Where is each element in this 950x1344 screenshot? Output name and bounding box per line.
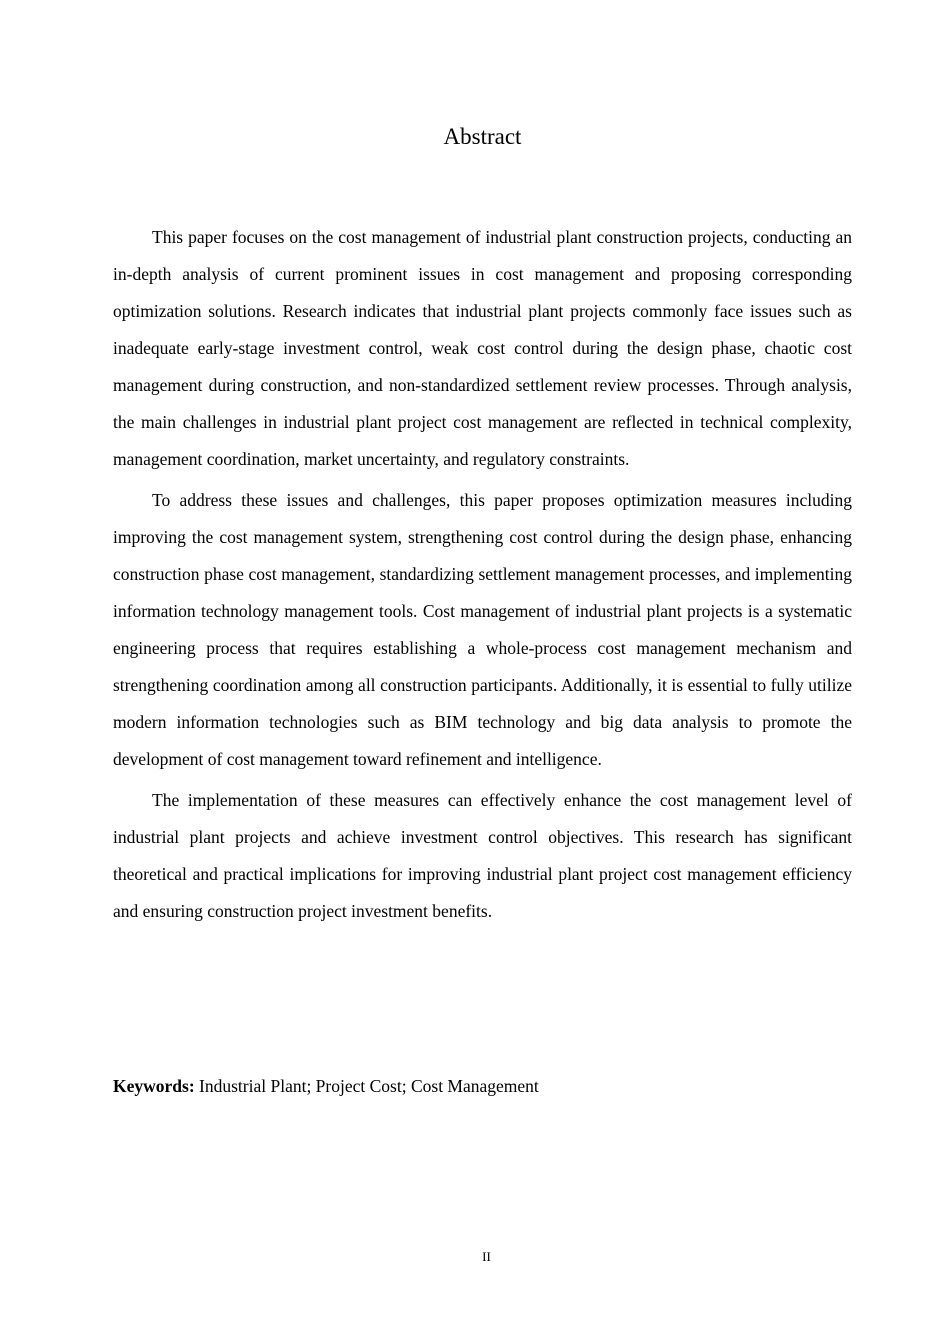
page-title: Abstract: [443, 124, 522, 149]
abstract-body: [113, 219, 852, 934]
keywords-value: Industrial Plant; Project Cost; Cost Management: [199, 1076, 539, 1096]
page-number: II: [482, 1249, 491, 1264]
keywords-label: Keywords:: [113, 1076, 195, 1096]
abstract-paragraph-3: The implementation of these measures can effectively enhance the cost management level of industrial plant projects and achieve investment control objectives. This research has significant theoretical and practical implications for improving industrial plant project cost management efficiency and ensuring construction project investment benefits.: [113, 790, 852, 921]
keywords-line: [113, 1076, 539, 1097]
abstract-paragraph-2: To address these issues and challenges, this paper proposes optimization measures including improving the cost management system, strengthening cost control during the design phase, enhancing construction phase cost management, standardizing settlement management processes, and implementing information technology management tools. Cost management of industrial plant projects is a systematic engineering process that requires establishing a whole-process cost management mechanism and strengthening coordination among all construction participants. Additionally, it is essential to fully utilize modern information technologies such as BIM technology and big data analysis to promote the development of cost management toward refinement and intelligence.: [113, 490, 852, 769]
abstract-paragraph-1: This paper focuses on the cost management of industrial plant construction projects, conducting an in-depth analysis of current prominent issues in cost management and proposing corresponding optimization solutions. Research indicates that industrial plant projects commonly face issues such as inadequate early-stage investment control, weak cost control during the design phase, chaotic cost management during construction, and non-standardized settlement review processes. Through analysis, the main challenges in industrial plant project cost management are reflected in technical complexity, management coordination, market uncertainty, and regulatory constraints.: [113, 227, 852, 469]
